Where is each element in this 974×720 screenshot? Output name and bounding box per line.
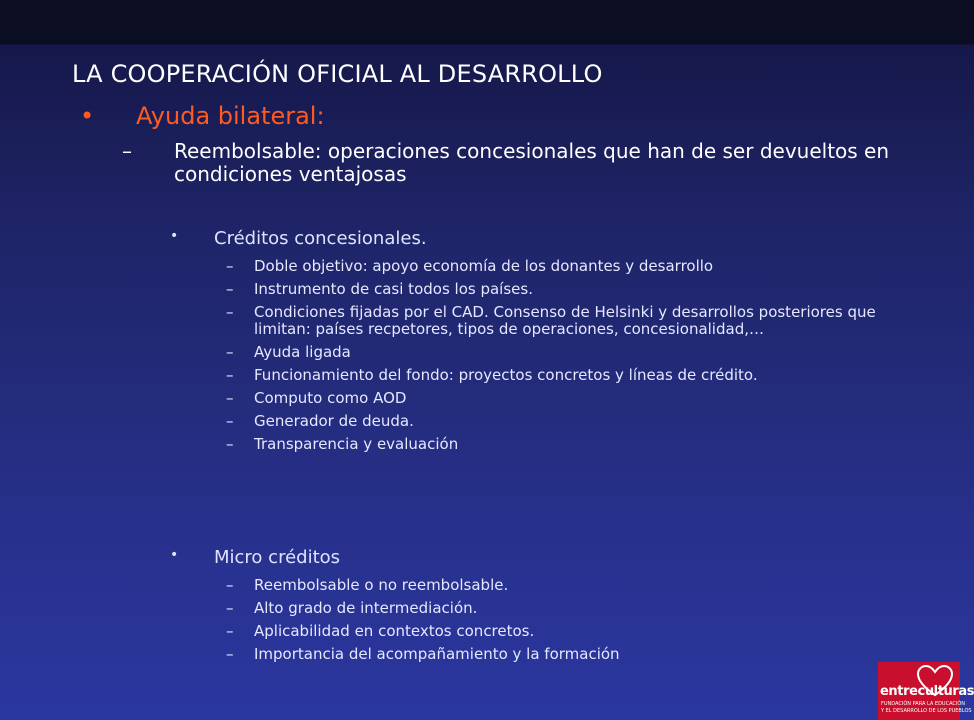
dash-icon: – [226, 576, 234, 594]
dash-icon: – [226, 435, 234, 453]
list-item [170, 600, 894, 617]
section-heading [170, 547, 894, 571]
dash-icon: – [226, 303, 234, 321]
dash-icon: – [226, 389, 234, 407]
list-item-text: Aplicabilidad en contextos concretos. [254, 622, 535, 640]
list-item [170, 390, 894, 407]
dash-icon: – [226, 343, 234, 361]
list-item-text: Instrumento de casi todos los países. [254, 280, 533, 298]
dash-icon: – [122, 139, 132, 163]
list-item [170, 436, 894, 453]
list-item-text: Doble objetivo: apoyo economía de los donantes y desarrollo [254, 257, 714, 275]
entreculturas-logo [878, 662, 974, 720]
list-item [170, 413, 894, 430]
list-item [170, 304, 894, 338]
dash-icon: – [226, 645, 234, 663]
section-heading [170, 228, 894, 252]
section-heading-text: Créditos concesionales. [214, 228, 427, 249]
list-item-text: Reembolsable o no reembolsable. [254, 576, 509, 594]
list-item [170, 577, 894, 594]
section-items [170, 577, 894, 663]
logo-tagline-1: FUNDACIÓN PARA LA EDUCACIÓN [881, 701, 966, 707]
logo-name: entreculturas [880, 684, 974, 699]
list-item [170, 623, 894, 640]
dash-icon: – [226, 366, 234, 384]
bullet-icon: • [170, 547, 179, 563]
level1-text: Ayuda bilateral: [136, 102, 325, 130]
list-item-text: Generador de deuda. [254, 412, 414, 430]
dash-icon: – [226, 280, 234, 298]
list-item [170, 258, 894, 275]
list-item [170, 344, 894, 361]
dash-icon: – [226, 599, 234, 617]
logo-tagline-2: Y EL DESARROLLO DE LOS PUEBLOS [881, 708, 972, 714]
section-heading-text: Micro créditos [214, 547, 341, 568]
dash-icon: – [226, 622, 234, 640]
list-item-text: Importancia del acompañamiento y la formación [254, 645, 620, 663]
list-item-text: Alto grado de intermediación. [254, 599, 478, 617]
list-item [170, 646, 894, 663]
bullet-icon: • [80, 102, 95, 130]
section-creditos [170, 228, 894, 453]
list-item [170, 281, 894, 298]
list-item-text: Ayuda ligada [254, 343, 351, 361]
list-item-text: Funcionamiento del fondo: proyectos concretos y líneas de crédito. [254, 366, 758, 384]
dash-icon: – [226, 257, 234, 275]
list-item-text: Computo como AOD [254, 389, 407, 407]
list-item-text: Transparencia y evaluación [254, 435, 459, 453]
section-microcreditos [170, 547, 894, 663]
slide-title: LA COOPERACIÓN OFICIAL AL DESARROLLO [72, 60, 603, 88]
level2-text: Reembolsable: operaciones concesionales que han de ser devueltos en condiciones ventajosas [174, 139, 890, 186]
bullet-icon: • [170, 228, 179, 244]
list-item-text: Condiciones fijadas por el CAD. Consenso de Helsinki y desarrollos posteriores que limitan: países recpetores, tipos de operaciones, concesionalidad,… [254, 303, 876, 338]
dash-icon: – [226, 412, 234, 430]
list-item [170, 367, 894, 384]
section-items [170, 258, 894, 453]
